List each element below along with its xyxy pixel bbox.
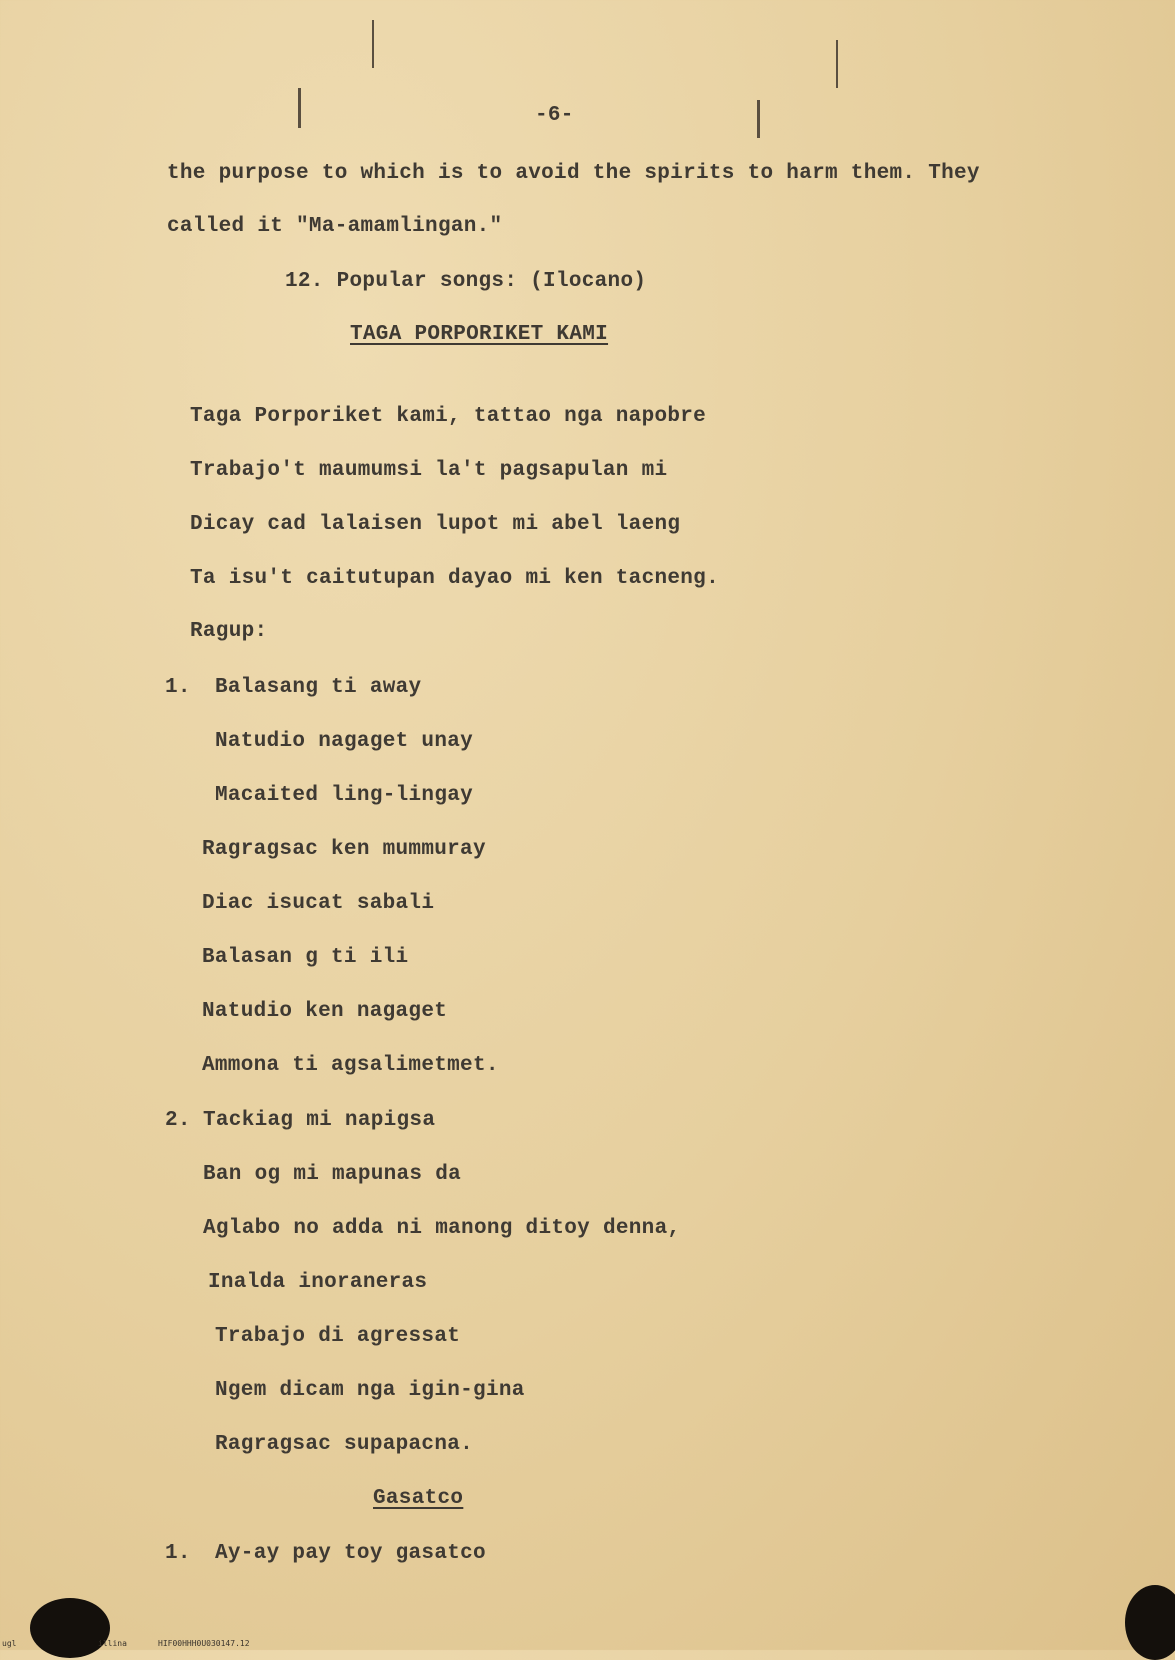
ink-blot-left	[30, 1598, 110, 1658]
stanza-line: Ammona ti agsalimetmet.	[202, 1054, 499, 1077]
song-2-line: Ay-ay pay toy gasatco	[215, 1542, 486, 1565]
song-2-stanza-number: 1.	[165, 1542, 191, 1565]
binding-mark-1	[372, 20, 374, 68]
binding-mark-4	[836, 40, 838, 88]
footer-left: ugl	[2, 1639, 17, 1648]
stanza-line: Balasang ti away	[215, 676, 422, 699]
stanza-line: Natudio nagaget unay	[215, 730, 474, 753]
binding-mark-2	[298, 88, 301, 128]
intro-line-2: called it "Ma-amamlingan."	[167, 215, 503, 238]
stanza-line: Trabajo di agressat	[215, 1325, 461, 1348]
verse-line: Trabajo't maumumsi la't pagsapulan mi	[190, 459, 668, 482]
stanza-1-number: 1.	[165, 676, 191, 699]
verse-line: Ta isu't caitutupan dayao mi ken tacneng.	[190, 567, 719, 590]
ink-blot-right	[1125, 1585, 1175, 1660]
section-heading: 12. Popular songs: (Ilocano)	[285, 270, 647, 293]
verse-line: Dicay cad lalaisen lupot mi abel laeng	[190, 513, 681, 536]
page-number: -6-	[535, 104, 574, 127]
refrain-label: Ragup:	[190, 620, 268, 643]
intro-line-1: the purpose to which is to avoid the spirits to harm them. They	[167, 162, 980, 185]
verse-line: Taga Porporiket kami, tattao nga napobre	[190, 405, 707, 428]
stanza-line: Ban og mi mapunas da	[203, 1163, 462, 1186]
binding-mark-3	[757, 100, 760, 138]
song-title: TAGA PORPORIKET KAMI	[350, 323, 609, 346]
stanza-line: Tackiag mi napigsa	[203, 1109, 436, 1132]
stanza-line: Ragragsac supapacna.	[215, 1433, 474, 1456]
stanza-line: Inalda inoraneras	[208, 1271, 428, 1294]
footer-middle: illina	[98, 1639, 127, 1648]
stanza-line: Ngem dicam nga igin-gina	[215, 1379, 525, 1402]
stanza-line: Ragragsac ken mummuray	[202, 838, 486, 861]
stanza-line: Diac isucat sabali	[202, 892, 435, 915]
stanza-line: Aglabo no adda ni manong ditoy denna,	[203, 1217, 681, 1240]
stanza-line: Macaited ling-lingay	[215, 784, 474, 807]
stanza-2-number: 2.	[165, 1109, 191, 1132]
song-2-title: Gasatco	[373, 1487, 464, 1510]
stanza-line: Natudio ken nagaget	[202, 1000, 448, 1023]
footer-right: HIF00HHH0U030147.12	[158, 1639, 250, 1648]
stanza-line: Balasan g ti ili	[202, 946, 409, 969]
